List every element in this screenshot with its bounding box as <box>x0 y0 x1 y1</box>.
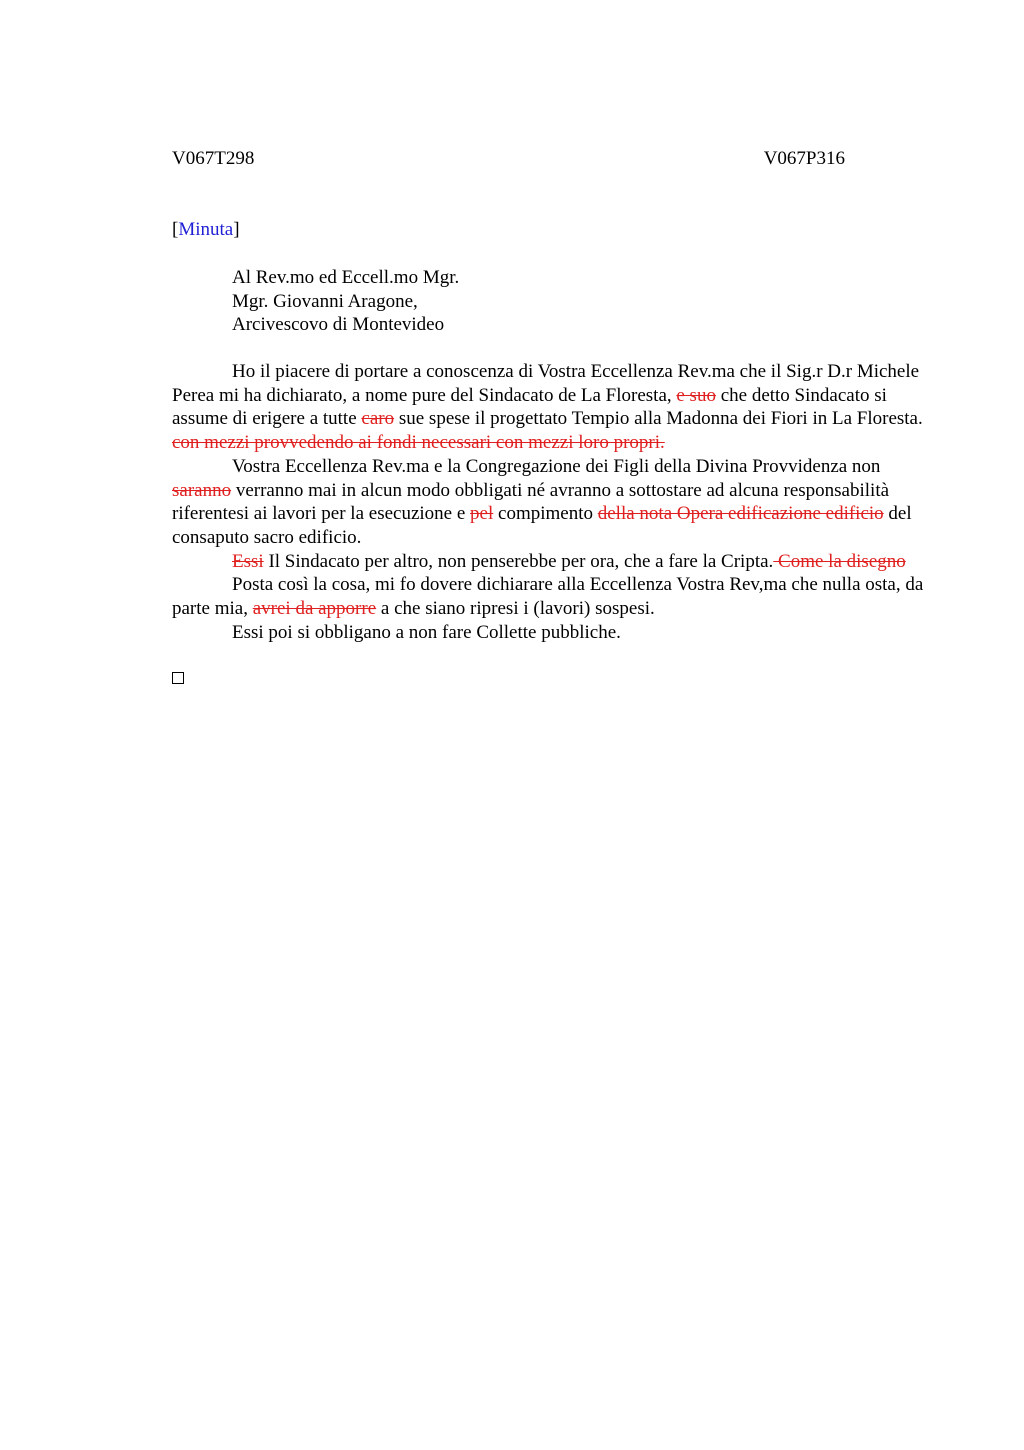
p2-deletion-3: della nota Opera edificazione edificio <box>597 503 884 525</box>
address-line-3: Arcivescovo di Montevideo <box>232 314 445 335</box>
paragraph-2 <box>172 455 932 550</box>
p2-text-4: del consaputo sacro edificio. <box>172 503 912 548</box>
p5-text-1: Essi poi si obbligano a non fare Collette pubbliche. <box>232 621 621 643</box>
paragraph-4 <box>172 573 932 620</box>
recipient-address <box>232 266 459 337</box>
minuta-close-bracket: ] <box>233 219 240 240</box>
p4-text-2: a che siano ripresi i (lavori) sospesi. <box>376 598 655 620</box>
p3-text-1: Il Sindacato per altro, non penserebbe per ora, che a fare la Cripta. <box>263 550 774 572</box>
p2-text-1: Vostra Eccellenza Rev.ma e la Congregazione dei Figli della Divina Provvidenza non <box>232 455 881 477</box>
minuta-label <box>172 218 240 242</box>
p2-deletion-1: saranno <box>172 479 232 501</box>
address-line-2: Mgr. Giovanni Aragone, <box>232 290 418 312</box>
p2-deletion-2: pel <box>470 503 494 525</box>
minuta-open-bracket: [ <box>172 219 179 240</box>
p1-text-2: che detto Sindacato si assume di erigere a tutte <box>172 384 887 430</box>
p2-text-2: verranno mai in alcun modo obbligati né avranno a sottostare ad alcuna responsabilità riferentesi ai lavori per la esecuzione e <box>172 479 890 525</box>
minuta-text: Minuta <box>178 219 234 240</box>
document-code-left: V067T298 <box>172 148 255 169</box>
p1-deletion-3: con mezzi provvedendo ai fondi necessari con mezzi loro propri. <box>172 432 665 454</box>
address-line-1: Al Rev.mo ed Eccell.mo Mgr. <box>232 267 460 288</box>
letter-body <box>172 360 932 644</box>
p1-deletion-1: e suo <box>676 384 716 406</box>
document-code-right: V067P316 <box>763 148 845 169</box>
p4-deletion-1: avrei da apporre <box>252 598 377 620</box>
p3-deletion-1: Essi <box>232 550 264 572</box>
document-codes <box>172 146 845 172</box>
p1-text-1: Ho il piacere di portare a conoscenza di Vostra Eccellenza Rev.ma che il Sig.r D.r Michele Perea mi ha dichiarato, a nome pure del Sindacato de La Floresta, <box>172 361 920 406</box>
paragraph-1 <box>172 360 932 455</box>
paragraph-3 <box>172 550 932 574</box>
empty-square-icon <box>172 672 184 684</box>
paragraph-5 <box>172 621 932 645</box>
p3-deletion-2: Come la disegno <box>773 550 906 572</box>
p1-deletion-2: caro <box>361 408 395 430</box>
p2-text-3: compimento <box>493 503 598 525</box>
p1-text-3: sue spese il progettato Tempio alla Madonna dei Fiori in La Floresta. <box>394 408 923 430</box>
p4-text-1: Posta così la cosa, mi fo dovere dichiarare alla Eccellenza Vostra Rev,ma che nulla osta, da parte mia, <box>172 574 924 620</box>
